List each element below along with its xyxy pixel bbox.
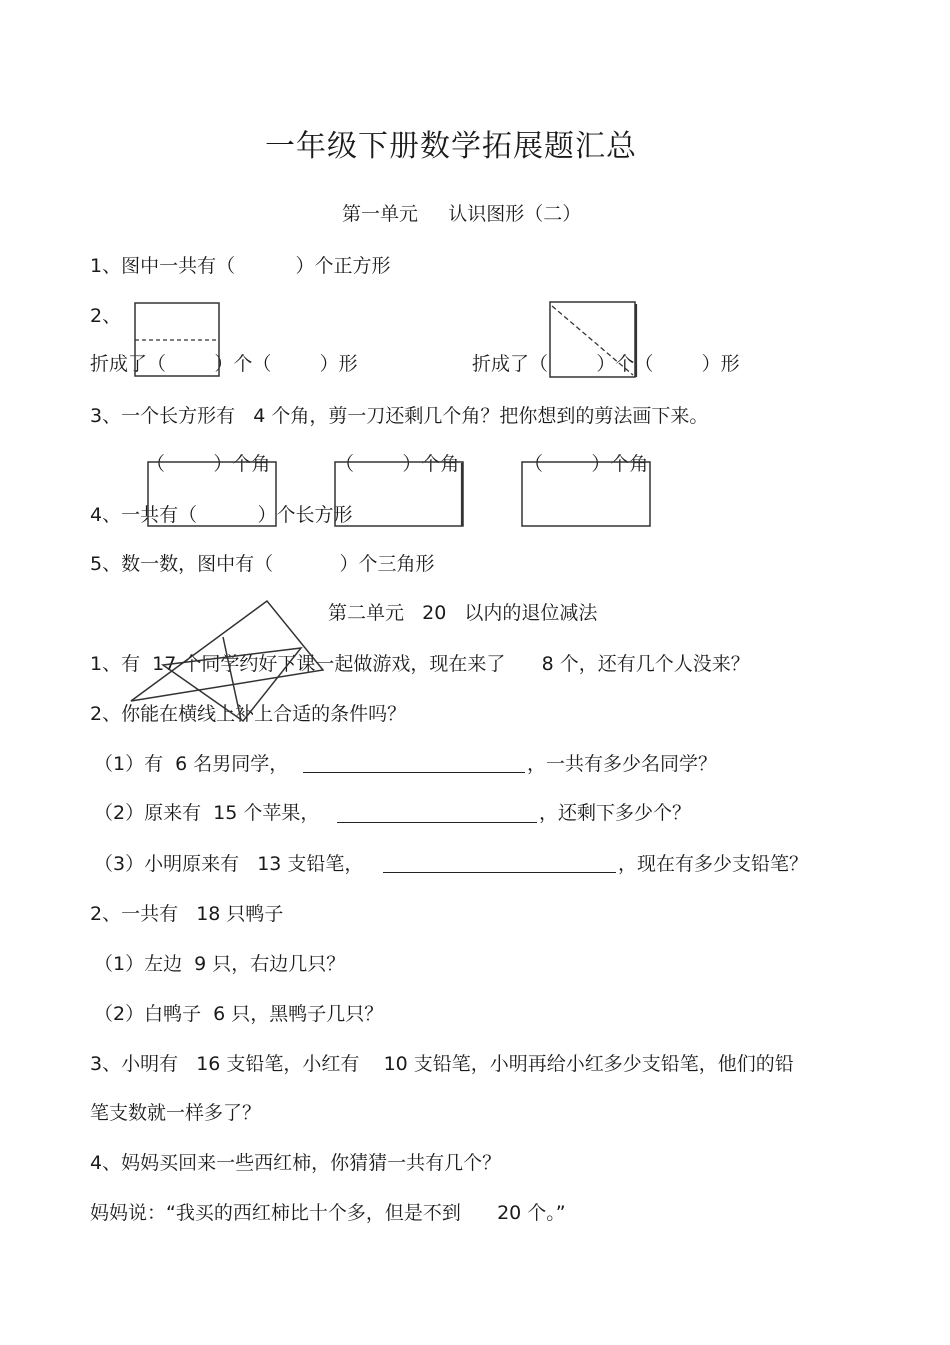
- unit-1-heading: 第一单元 认识图形（二）: [342, 203, 582, 225]
- unit-2-question-2: 2、你能在横线上补上合适的条件吗？: [90, 703, 407, 725]
- unit-2-question-2-2-suffix: ，还剩下多少个？: [539, 802, 692, 824]
- unit-1-question-3-answer-1: （ ）个角: [146, 453, 271, 475]
- unit-1-question-2-answer-b: 折成了（ ）个（ ）形: [472, 353, 740, 375]
- unit-2-question-2-1-suffix: ，一共有多少名同学？: [527, 753, 718, 775]
- unit-2-question-3-2: （2）白鸭子 6 只，黑鸭子几只？: [94, 1003, 384, 1025]
- answer-blank-1[interactable]: [303, 772, 525, 773]
- unit-2-question-2-3-prefix: （3）小明原来有 13 支铅笔，: [94, 853, 364, 875]
- unit-1-question-3-answer-2: （ ）个角: [335, 453, 460, 475]
- answer-blank-3[interactable]: [383, 872, 616, 873]
- unit-1-question-5: 5、数一数，图中有（ ）个三角形: [90, 553, 435, 575]
- unit-1-question-3-answer-3: （ ）个角: [524, 453, 649, 475]
- unit-2-question-4-line-2: 笔支数就一样多了？: [90, 1102, 262, 1124]
- unit-2-question-4-line-1: 3、小明有 16 支铅笔，小红有 10 支铅笔，小明再给小红多少支铅笔，他们的铅: [90, 1053, 794, 1075]
- page-title: 一年级下册数学拓展题汇总: [265, 129, 637, 164]
- unit-1-question-1: 1、图中一共有（ ）个正方形: [90, 255, 391, 277]
- unit-2-question-5: 4、妈妈买回来一些西红柿，你猜猜一共有几个？: [90, 1152, 502, 1174]
- unit-1-question-2-number: 2、: [90, 305, 122, 327]
- unit-2-question-3: 2、一共有 18 只鸭子: [90, 903, 284, 925]
- unit-2-question-3-1: （1）左边 9 只，右边几只？: [94, 953, 346, 975]
- unit-2-question-2-3-suffix: ，现在有多少支铅笔？: [618, 853, 809, 875]
- unit-2-heading: 第二单元 20 以内的退位减法: [328, 602, 598, 624]
- answer-blank-2[interactable]: [337, 822, 537, 823]
- unit-2-question-5-quote: 妈妈说：“我买的西红柿比十个多，但是不到 20 个。”: [90, 1202, 566, 1224]
- unit-2-question-2-1-prefix: （1）有 6 名男同学，: [94, 753, 289, 775]
- unit-1-question-3: 3、一个长方形有 4 个角，剪一刀还剩几个角？把你想到的剪法画下来。: [90, 405, 709, 427]
- unit-1-question-4: 4、一共有（ ）个长方形: [90, 504, 353, 526]
- unit-2-question-2-2-prefix: （2）原来有 15 个苹果，: [94, 802, 320, 824]
- unit-2-question-1: 1、有 17 个同学约好下课一起做游戏，现在来了 8 个，还有几个人没来？: [90, 653, 750, 675]
- unit-1-question-2-answer-a: 折成了（ ）个（ ）形: [90, 353, 358, 375]
